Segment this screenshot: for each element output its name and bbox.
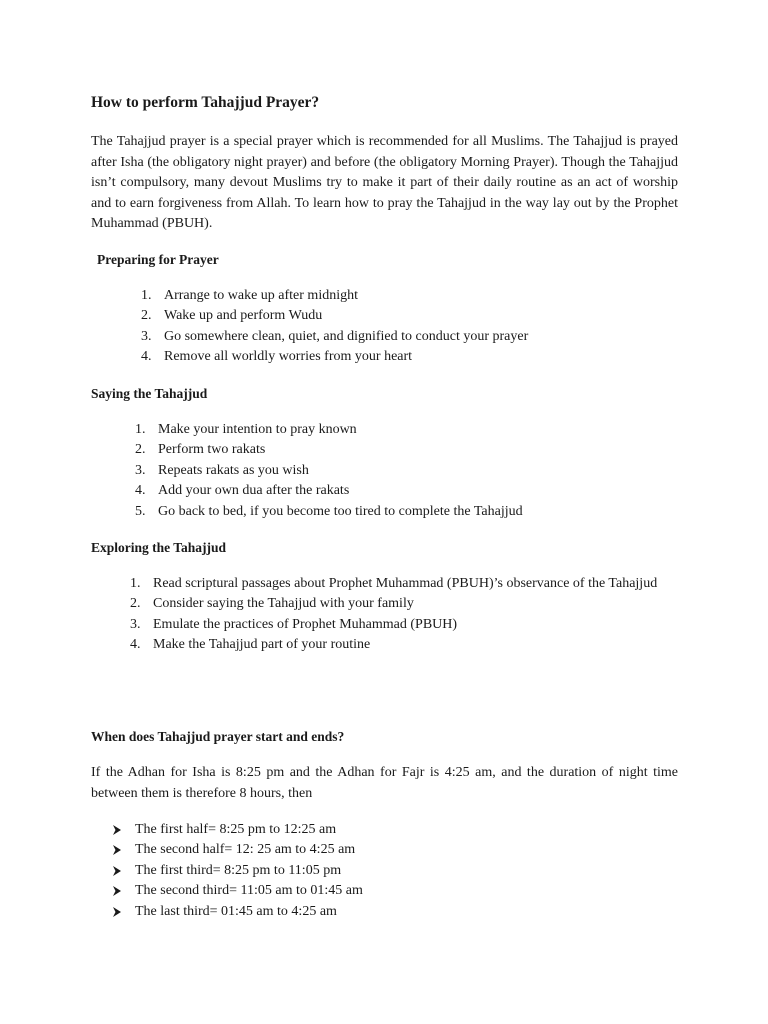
list-item	[112, 902, 512, 922]
preparing-list	[141, 286, 561, 368]
list-text: Repeats rakats as you wish	[158, 462, 309, 478]
list-text: Arrange to wake up after midnight	[164, 288, 358, 303]
list-text: Remove all worldly worries from your heart	[164, 349, 413, 365]
list-item	[141, 306, 561, 326]
list-number: 4.	[135, 483, 146, 499]
list-number: 1.	[141, 288, 152, 303]
list-text: Go somewhere clean, quiet, and dignified to conduct your prayer	[164, 328, 529, 344]
arrow-bullet-icon	[112, 845, 122, 855]
list-item	[112, 881, 512, 901]
list-number: 1.	[135, 422, 146, 437]
list-number: 3.	[130, 616, 141, 632]
list-number: 2.	[141, 308, 152, 324]
list-text: Wake up and perform Wudu	[164, 308, 323, 324]
list-item	[130, 594, 678, 614]
list-item	[112, 861, 512, 881]
list-item	[130, 574, 678, 594]
list-text: The second half= 12: 25 am to 4:25 am	[135, 842, 356, 858]
list-number: 2.	[130, 596, 141, 612]
saying-list	[135, 420, 615, 522]
arrow-bullet-icon	[112, 866, 122, 876]
list-text: Go back to bed, if you become too tired to complete the Tahajjud	[158, 503, 523, 519]
list-item	[135, 481, 615, 501]
list-text: Add your own dua after the rakats	[158, 483, 350, 499]
document-title: How to perform Tahajjud Prayer?	[91, 94, 320, 111]
list-number: 3.	[141, 328, 152, 344]
timing-bullet-list	[112, 820, 512, 922]
list-item	[130, 635, 678, 655]
list-item	[130, 615, 678, 635]
list-item	[135, 502, 615, 522]
exploring-list	[130, 574, 678, 656]
list-item	[135, 440, 615, 460]
section-heading-timing: When does Tahajjud prayer start and ends?	[91, 729, 345, 744]
list-item	[141, 327, 561, 347]
list-item	[135, 461, 615, 481]
list-item	[141, 286, 561, 306]
list-item	[112, 840, 512, 860]
list-item	[112, 820, 512, 840]
list-number: 2.	[135, 442, 146, 458]
list-text: The first third= 8:25 pm to 11:05 pm	[135, 862, 342, 878]
list-number: 4.	[141, 349, 152, 365]
arrow-bullet-icon	[112, 886, 122, 896]
arrow-bullet-icon	[112, 907, 122, 917]
list-text: The last third= 01:45 am to 4:25 am	[135, 903, 337, 919]
list-number: 3.	[135, 462, 146, 478]
intro-paragraph: The Tahajjud prayer is a special prayer which is recommended for all Muslims. The Tahajjud is prayed after Isha (the obligatory night prayer) and before (the obligatory Morning Prayer). Though the Tahajjud isn’t compulsory, many devout Muslims try to make it part of their daily routine as an act of worship and to earn forgiveness from Allah. To learn how to pray the Tahajjud in the way lay out by the Prophet Muhammad (PBUH).	[91, 134, 678, 232]
list-item	[135, 420, 615, 440]
list-number: 5.	[135, 503, 146, 519]
list-text: Make the Tahajjud part of your routine	[153, 637, 371, 653]
document-page	[91, 0, 678, 1024]
section-heading-preparing: Preparing for Prayer	[97, 252, 219, 267]
list-text: Read scriptural passages about Prophet Muhammad (PBUH)’s observance of the Tahajjud	[153, 576, 658, 591]
list-number: 4.	[130, 637, 141, 653]
section-heading-saying: Saying the Tahajjud	[91, 386, 208, 401]
list-text: The first half= 8:25 pm to 12:25 am	[135, 822, 337, 837]
list-text: Consider saying the Tahajjud with your family	[153, 596, 414, 612]
list-text: Emulate the practices of Prophet Muhammad (PBUH)	[153, 616, 458, 632]
arrow-bullet-icon	[112, 825, 122, 835]
list-number: 1.	[130, 576, 141, 591]
list-text: The second third= 11:05 am to 01:45 am	[135, 883, 363, 899]
list-text: Perform two rakats	[158, 442, 266, 458]
list-text: Make your intention to pray known	[158, 422, 357, 437]
section-heading-exploring: Exploring the Tahajjud	[91, 540, 227, 555]
timing-paragraph: If the Adhan for Isha is 8:25 pm and the Adhan for Fajr is 4:25 am, and the duration of night time between them is therefore 8 hours, then	[91, 765, 678, 801]
list-item	[141, 347, 561, 367]
